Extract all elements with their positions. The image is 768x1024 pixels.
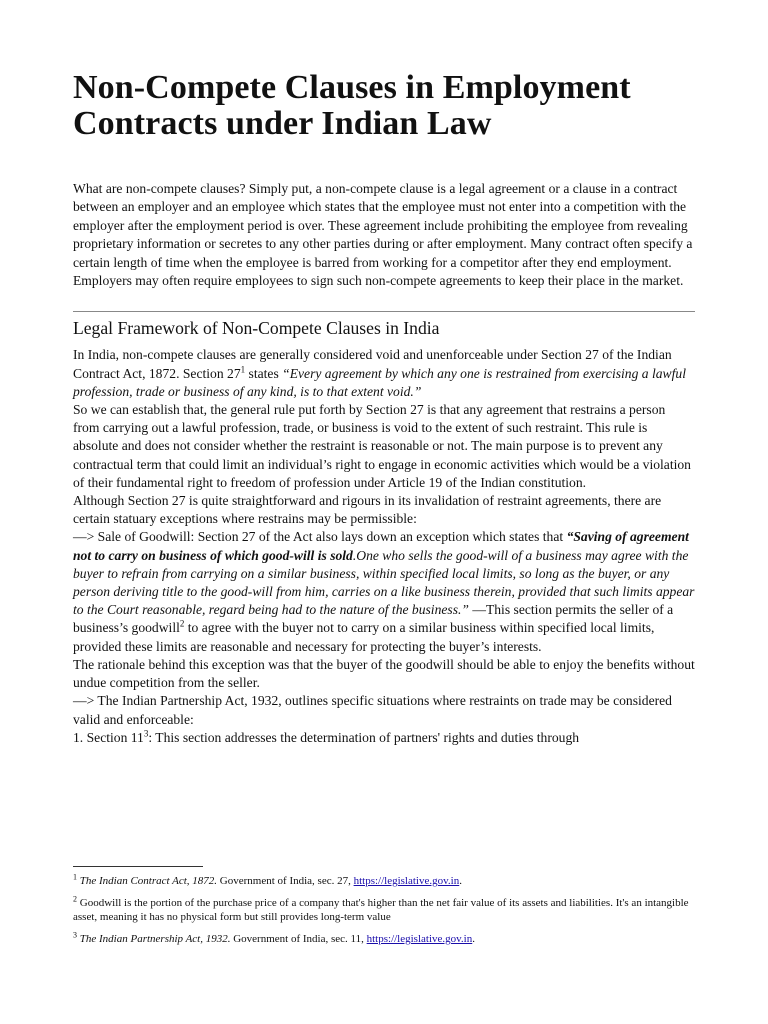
paragraph-section-11	[73, 729, 695, 747]
footnote-number: 1	[73, 872, 77, 882]
paragraph-text: : This section addresses the determination of partners' rights and duties through	[148, 729, 580, 745]
paragraph-section-27	[73, 346, 695, 401]
paragraph-general-rule: So we can establish that, the general rule put forth by Section 27 is that any agreement that restrains a person from carrying out a lawful profession, trade, or business is void to the extent of such restraint. This rule is absolute and does not consider whether the restraint is reasonable or not. The main purpose is to prevent any contractual term that could limit an individual’s right to engage in economic activities which would be a violation of their fundamental right to freedom of profession under Article 19 of the Indian constitution.	[73, 402, 691, 490]
footnote-number: 2	[73, 894, 77, 904]
goodwill-quote-bold: “Saving of agreement not to carry on business of which good-will is sold	[73, 529, 689, 563]
paragraph-text: —> Sale of Goodwill: Section 27 of the Act also lays down an exception which states that	[73, 529, 567, 545]
footnote-2	[73, 896, 695, 924]
paragraph-partnership-act: —> The Indian Partnership Act, 1932, outlines specific situations where restraints on trade may be considered valid and enforceable:	[73, 693, 672, 727]
footnote-text: Government of India, sec. 11,	[230, 933, 367, 945]
intro-paragraph: What are non-compete clauses? Simply put, a non-compete clause is a legal agreement or a clause in a contract between an employer and an employee which states that the employee must not enter into a competition with the employer after the employment period is over. These agreement include prohibiting the employee from revealing proprietary information or secretes to any other parties during or after employment. Many contract often specify a certain length of time when the employee is barred from working for a competitor after they end employment. Employers may often require employees to sign such non-compete agreements to keep their place in the market.	[73, 181, 693, 289]
paragraph-text: —This section permits the seller of a business’s goodwill	[73, 602, 674, 636]
section-body	[73, 346, 695, 746]
footnote-end: .	[459, 875, 462, 887]
footnote-link[interactable]: https://legislative.gov.in	[353, 875, 460, 887]
footnote-text: Goodwill is the portion of the purchase price of a company that's higher than the net fair value of its assets and liabilities. It's an intangible asset, meaning it has no physical form but still provides long-term value	[73, 897, 689, 923]
paragraph-sale-of-goodwill	[73, 528, 695, 655]
footnote-source-title: The Indian Contract Act, 1872.	[79, 875, 218, 887]
footnote-ref-2[interactable]: 2	[179, 618, 185, 629]
footnote-source-title: The Indian Partnership Act, 1932.	[79, 933, 231, 945]
footnote-link[interactable]: https://legislative.gov.in	[366, 933, 473, 945]
paragraph-text: states	[245, 365, 283, 381]
page-title: Non-Compete Clauses in Employment Contracts under Indian Law	[73, 69, 631, 142]
footnote-text: Government of India, sec. 27,	[217, 875, 354, 887]
footnote-ref-3[interactable]: 3	[143, 728, 149, 739]
footnote-number: 3	[73, 930, 77, 940]
document-page	[73, 70, 695, 747]
section-27-quote: “Every agreement by which any one is restrained from exercising a lawful profession, trade or business of any kind, is to that extent void.”	[73, 365, 686, 399]
footnote-divider	[73, 866, 203, 867]
paragraph-text: to agree with the buyer not to carry on a similar business within specified local limits, provided these limits are reasonable and necessary for protecting the buyer’s interests.	[73, 620, 655, 654]
section-divider	[73, 311, 695, 312]
footnote-3	[73, 932, 695, 946]
section-heading: Legal Framework of Non-Compete Clauses in India	[73, 318, 440, 339]
paragraph-rationale: The rationale behind this exception was that the buyer of the goodwill should be able to enjoy the benefits without undue competition from the seller.	[73, 656, 695, 691]
paragraph-exceptions-intro: Although Section 27 is quite straightforward and rigours in its invalidation of restraint agreements, there are certain statuary exceptions where restrains may be permissible:	[73, 493, 662, 527]
paragraph-text: In India, non-compete clauses are generally considered void and unenforceable under Section 27 of the Indian Contract Act, 1872. Section 27	[73, 347, 672, 381]
footnotes	[73, 874, 695, 954]
goodwill-quote: .One who sells the good-will of a business may agree with the buyer to refrain from carrying on a similar business, within specified local limits, so long as the buyer, or any person deriving title to the good-will from him, carries on a like business therein, provided that such limits appear to the Court reasonable, regard being had to the nature of the business.”	[73, 547, 695, 618]
footnote-end: .	[472, 933, 475, 945]
paragraph-text: 1. Section 11	[73, 729, 144, 745]
footnote-ref-1[interactable]: 1	[240, 364, 246, 375]
footnote-1	[73, 874, 695, 888]
